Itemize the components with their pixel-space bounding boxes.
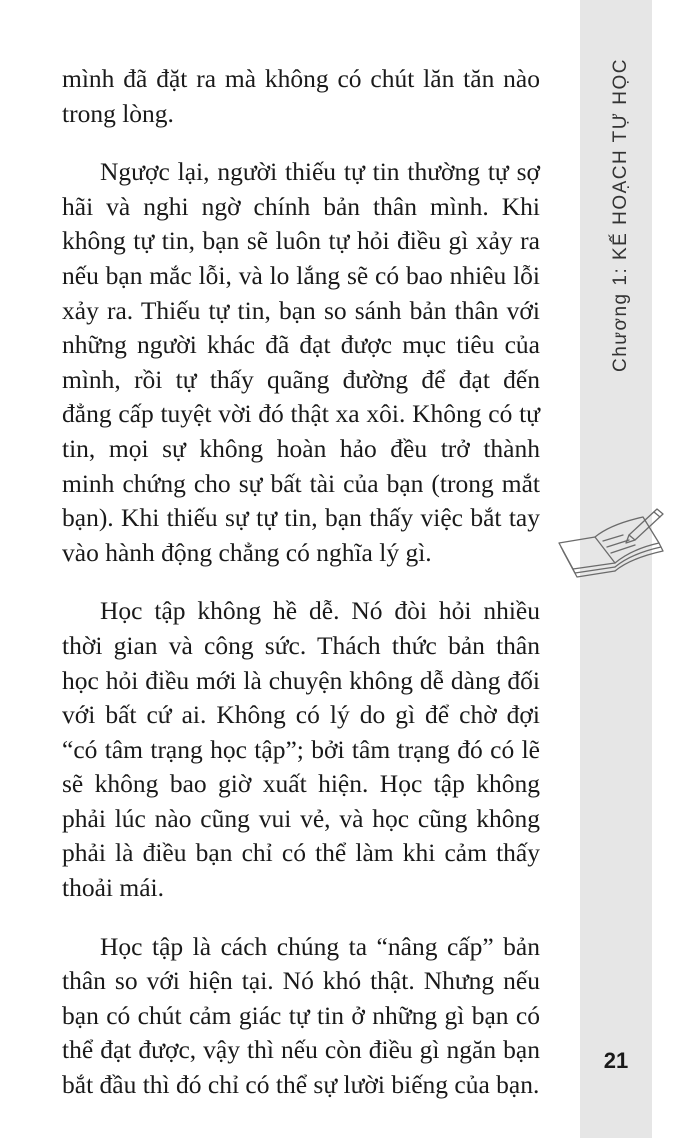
chapter-title: Chương 1: KẾ HOẠCH TỰ HỌC	[610, 57, 631, 373]
page-number: 21	[603, 1048, 629, 1073]
paragraph: Ngược lại, người thiếu tự tin thường tự sợ hãi và nghi ngờ chính bản thân mình. Khi không tự tin, bạn sẽ luôn tự hỏi điều gì xảy ra nếu bạn mắc lỗi, và lo lắng sẽ có bao nhiêu lỗi xảy ra. Thiếu tự tin, bạn so sánh bản thân với những người khác đã đạt được mục tiêu của mình, rồi tự thấy quãng đường để đạt đến đẳng cấp tuyệt vời đó thật xa xôi. Không có tự tin, mọi sự không hoàn hảo đều trở thành minh chứng cho sự bất tài của bạn (trong mắt bạn). Khi thiếu sự tự tin, bạn thấy việc bắt tay vào hành động chẳng có nghĩa lý gì.	[62, 157, 540, 567]
body-text	[62, 62, 540, 1103]
paragraph: Học tập không hề dễ. Nó đòi hỏi nhiều thời gian và công sức. Thách thức bản thân học hỏi điều mới là chuyện không dễ dàng đối với bất cứ ai. Không có lý do gì để chờ đợi “có tâm trạng học tập”; bởi tâm trạng đó có lẽ sẽ không bao giờ xuất hiện. Học tập không phải lúc nào cũng vui vẻ, và học cũng không phải là điều bạn chỉ có thể làm khi cảm thấy thoải mái.	[62, 596, 540, 903]
open-book-with-pencil-icon	[555, 505, 670, 585]
paragraph-continuation: mình đã đặt ra mà không có chút lăn tăn nào trong lòng.	[62, 64, 540, 128]
paragraph: Học tập là cách chúng ta “nâng cấp” bản thân so với hiện tại. Nó khó thật. Nhưng nếu bạn có chút cảm giác tự tin ở những gì bạn có thể đạt được, vậy thì nếu còn điều gì ngăn bạn bắt đầu thì đó chỉ có thể sự lười biếng của bạn.	[62, 931, 540, 1100]
